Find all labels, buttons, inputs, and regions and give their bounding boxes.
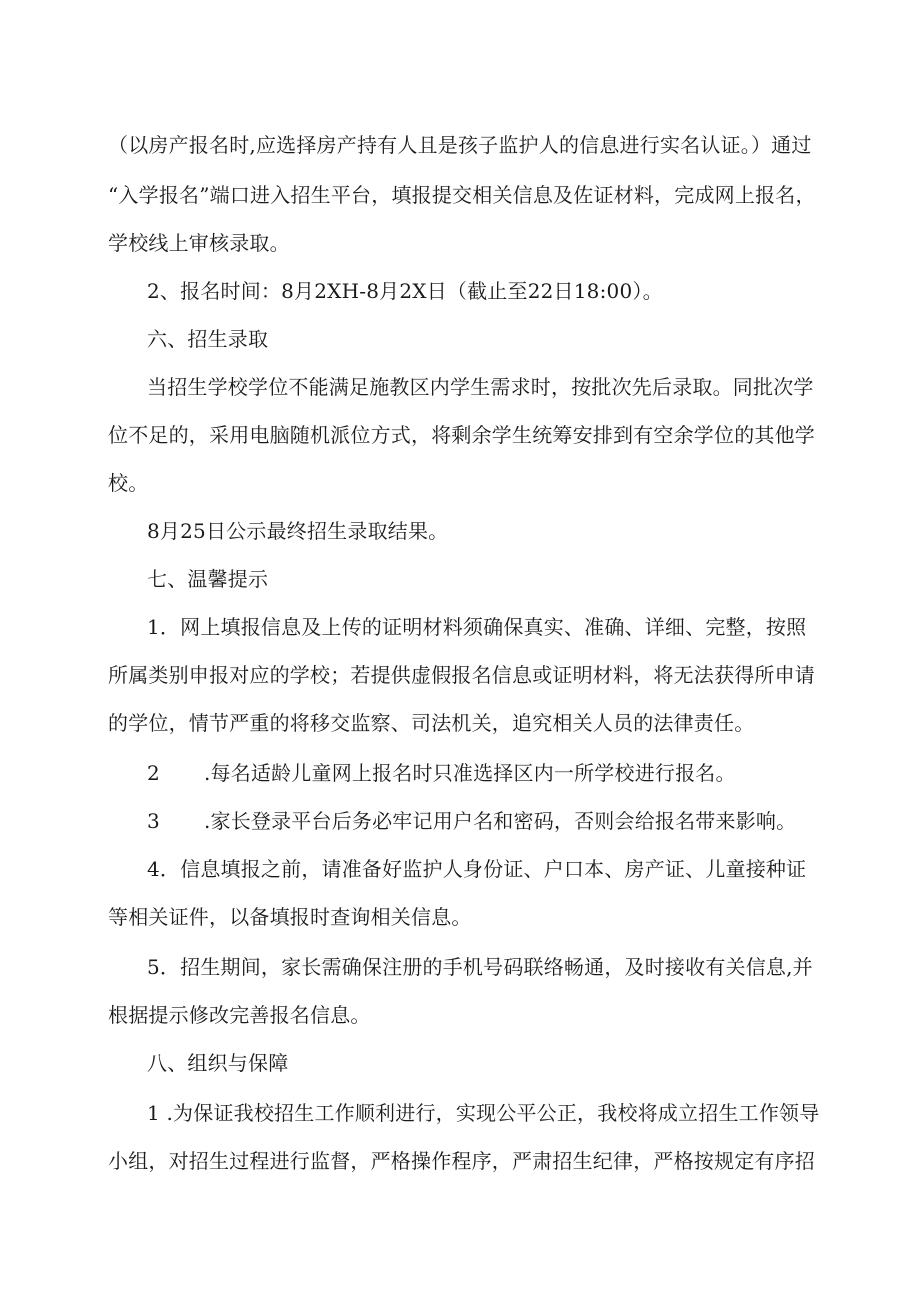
list-item-line: 4．信息填报之前，请准备好监护人身份证、户口本、房产证、儿童接种证 xyxy=(147,857,807,881)
list-item-line: 5．招生期间，家长需确保注册的手机号码联络畅通，及时接收有关信息,并 xyxy=(147,955,813,979)
paragraph-line: 学校线上审核录取。 xyxy=(108,231,290,255)
list-item-line: 1．网上填报信息及上传的证明材料须确保真实、准确、详细、完整，按照 xyxy=(147,615,807,639)
paragraph-line: 根据提示修改完善报名信息。 xyxy=(108,1003,371,1027)
paragraph-line: 校。 xyxy=(108,471,149,495)
section-heading: 六、招生录取 xyxy=(147,327,269,351)
section-heading: 八、组织与保障 xyxy=(147,1051,289,1075)
list-number: 3 xyxy=(147,809,160,833)
list-number: 2 xyxy=(147,761,160,785)
paragraph-line: 2、报名时间：8月2XH-8月2X日（截止至22日18:00）。 xyxy=(147,279,663,303)
list-item-line: 1 .为保证我校招生工作顺利进行，实现公平公正，我校将成立招生工作领导 xyxy=(147,1101,820,1125)
list-item-line xyxy=(147,758,920,788)
section-heading: 七、温馨提示 xyxy=(147,567,269,591)
list-item-line xyxy=(147,806,920,836)
paragraph-line: 8月25日公示最终招生录取结果。 xyxy=(147,519,449,543)
paragraph-line: （以房产报名时,应选择房产持有人且是孩子监护人的信息进行实名认证。）通过 xyxy=(108,133,812,157)
list-item-text: .家长登录平台后务必牢记用户名和密码，否则会给报名带来影响。 xyxy=(203,809,797,833)
paragraph-line: 的学位，情节严重的将移交监察、司法机关，追究相关人员的法律责任。 xyxy=(108,711,755,735)
list-item-text: .每名适龄儿童网上报名时只准选择区内一所学校进行报名。 xyxy=(203,761,736,785)
paragraph-line: 等相关证件，以备填报时查询相关信息。 xyxy=(108,905,472,929)
paragraph-line: 小组，对招生过程进行监督，严格操作程序，严肃招生纪律，严格按规定有序招 xyxy=(108,1149,815,1173)
paragraph-line: 当招生学校学位不能满足施教区内学生需求时，按批次先后录取。同批次学 xyxy=(147,375,814,399)
paragraph-line: 所属类别申报对应的学校；若提供虚假报名信息或证明材料，将无法获得所申请 xyxy=(108,663,815,687)
paragraph-line: 位不足的，采用电脑随机派位方式，将剩余学生统筹安排到有空余学位的其他学 xyxy=(108,423,815,447)
paragraph-line: “入学报名”端口进入招生平台，填报提交相关信息及佐证材料，完成网上报名， xyxy=(108,183,816,207)
